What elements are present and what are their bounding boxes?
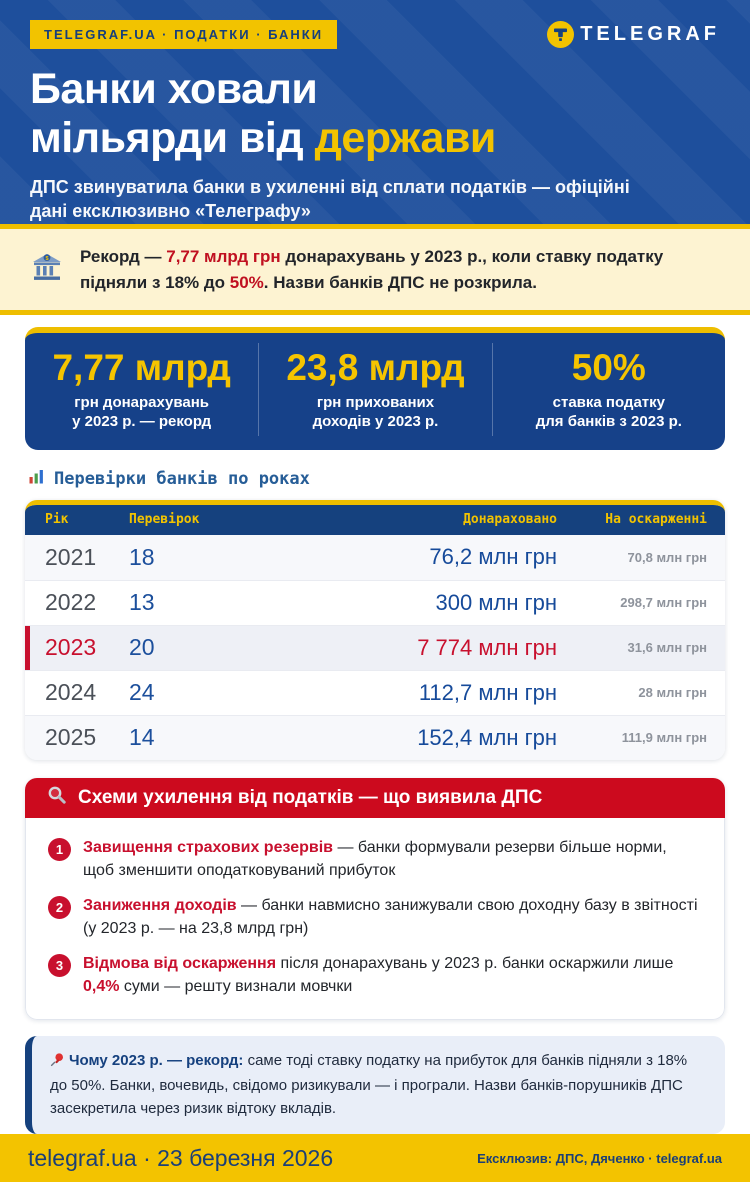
table-row: 2022 13 300 млн грн 298,7 млн грн (25, 580, 725, 625)
key-stats (25, 327, 725, 450)
header (0, 0, 750, 224)
col-accrued: Донараховано (463, 512, 557, 528)
stat-hidden-income (258, 343, 491, 436)
note-title: Чому 2023 р. — рекорд: (69, 1051, 244, 1069)
telegraf-logo-icon (547, 21, 574, 48)
bank-icon (30, 250, 64, 289)
telegraf-logo (547, 21, 720, 48)
page-subtitle: ДПС звинуватила банки в ухиленні від сплати податків — офіційні дані ексклюзивно «Телеграфу» (30, 177, 630, 222)
record-alert-text: Рекорд — 7,77 млрд грн донарахувань у 2023 р., коли ставку податку підняли з 18% до 50%. Назви банків ДПС не розкрила. (80, 247, 664, 292)
stat-value: 23,8 млрд (286, 347, 465, 388)
stat-value: 50% (571, 347, 646, 388)
scheme-text: Завищення страхових резервів — банки формували резерви більше норми, щоб зменшити оподатковуваний прибуток (83, 838, 667, 879)
stat-label: грн прихованих доходів у 2023 р. (312, 393, 439, 431)
pushpin-icon (50, 1051, 65, 1074)
table-section-heading: Перевірки банків по роках (28, 468, 750, 490)
table-row: 2021 18 76,2 млн грн 70,8 млн грн (25, 535, 725, 580)
svg-text:$: $ (45, 256, 49, 262)
table-header-row (25, 505, 725, 535)
record-alert (0, 224, 750, 315)
table-row: 2025 14 152,4 млн грн 111,9 млн грн (25, 715, 725, 760)
topic-badge: TELEGRAF.UA · ПОДАТКИ · БАНКИ (30, 20, 337, 49)
why-record-note: Чому 2023 р. — рекорд: саме тоді ставку податку на прибуток для банків підняли з 18% до 50%. Банки, вочевидь, свідомо ризикували — і програли. Назви банків-порушників ДПС засекретила через ризик відтоку вкладів. (25, 1036, 725, 1135)
stat-value: 7,77 млрд (52, 347, 231, 388)
title-accent-word: держави (314, 114, 496, 163)
table-body (25, 535, 725, 760)
scheme-number: 2 (48, 896, 71, 919)
footer-source: Ексклюзив: ДПС, Дяченко · telegraf.ua (477, 1150, 722, 1166)
record-amount: 7,77 млрд грн (166, 247, 281, 266)
table-row: 2024 24 112,7 млн грн 28 млн грн (25, 670, 725, 715)
page-title: Банки ховали мільярди від держави (30, 65, 496, 163)
scheme-item-3 (48, 946, 702, 1004)
col-year: Рік (45, 512, 69, 528)
tax-rate: 50% (229, 272, 264, 292)
scheme-item-1 (48, 830, 702, 888)
magnifier-icon (47, 785, 67, 811)
schemes-list (25, 818, 725, 1020)
scheme-number: 1 (48, 838, 71, 861)
footer (0, 1134, 750, 1182)
scheme-text: Заниження доходів — банки навмисно занижували свою доходну базу в звітності (у 2023 р. — на 23,8 млрд грн) (83, 896, 698, 938)
telegraf-logo-text: TELEGRAF (580, 23, 720, 45)
stat-tax-rate (492, 343, 725, 436)
scheme-item-2 (48, 888, 702, 946)
scheme-number: 3 (48, 954, 71, 977)
stat-label: грн донарахувань у 2023 р. — рекорд (72, 393, 212, 431)
schemes-card (25, 778, 725, 1020)
schemes-header: Схеми ухилення від податків — що виявила ДПС (25, 778, 725, 818)
col-appealed: На оскарженні (605, 512, 707, 528)
stat-label: ставка податку для банків з 2023 р. (535, 393, 682, 431)
col-checks: Перевірок (129, 512, 200, 528)
footer-site-date: telegraf.ua · 23 березня 2026 (28, 1144, 334, 1171)
bank-audits-table (25, 500, 725, 760)
stat-accrued (25, 343, 258, 436)
scheme-text: Відмова від оскарження після донарахувань у 2023 р. банки оскаржили лише 0,4% суми — решту визнали мовчки (83, 955, 674, 996)
bar-chart-icon (28, 468, 45, 490)
table-row-record-2023: 2023 20 7 774 млн грн 31,6 млн грн (25, 625, 725, 670)
